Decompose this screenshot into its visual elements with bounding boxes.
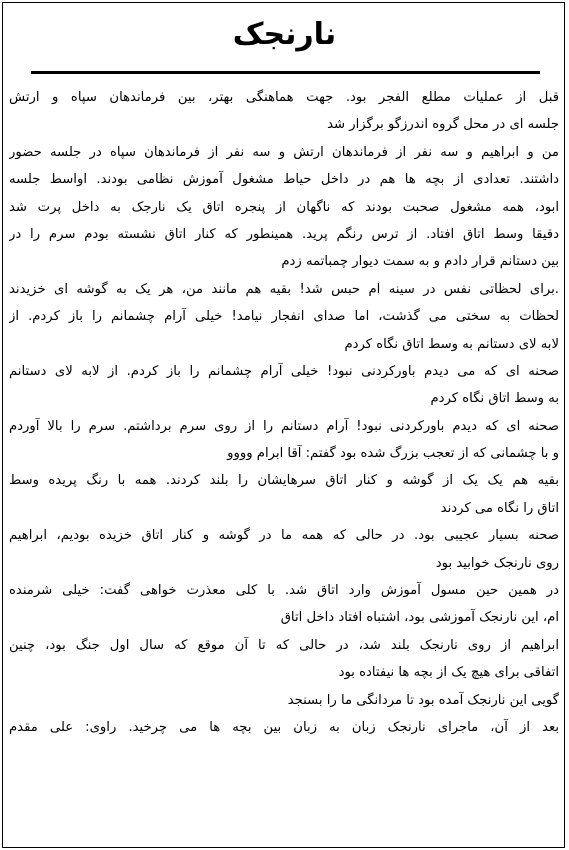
text-line: جلسه ای در محل گروه اندرزگو برگزار شد	[327, 117, 559, 133]
text-line: صحنه ای که می دیدم باورکردنی نبود! خیلی آرام چشمانم را باز کردم. از لابه لای دستانم	[9, 363, 559, 379]
story-body	[9, 84, 559, 741]
text-line: گویی این نارنجک آمده بود تا مردانگی ما را بسنجد	[287, 692, 559, 708]
page-title: نارنجک	[232, 17, 337, 52]
text-line: لحظات به سختی می گذشت، اما صدای انفجار نیامد! خیلی آرام چشمانم را باز کردم. از	[9, 309, 559, 325]
text-line: در همین حین مسول آموزش وارد اتاق شد. با کلی معذرت خواهی گفت: خیلی شرمنده	[9, 583, 559, 599]
text-line: صحنه ای که دیدم باورکردنی نبود! آرام دستانم را از روی سرم برداشتم. سرم را بالا آوردم	[9, 418, 559, 434]
text-line: صحنه بسیار عجیبی بود. در حالی که همه ما در گوشه و کنار اتاق خزیده بودیم، ابراهیم	[9, 528, 559, 544]
text-line: دقیقا وسط اتاق افتاد. از ترس رنگم پرید. همینطور که کنار اتاق نشسته بودم سرم را در	[9, 226, 559, 242]
text-line: ابراهیم از روی نارنجک بلند شد، در حالی که تا آن موقع که سال اول جنگ بود، چنین	[9, 637, 559, 653]
text-line: به وسط اتاق نگاه کردم	[430, 391, 559, 407]
text-line: بقیه هم یک یک از گوشه و کنار اتاق سرهایشان را بلند کردند. همه با رنگ پریده وسط	[9, 473, 559, 489]
text-line: بین دستانم قرار دادم و به سمت دیوار چمباتمه زدم	[281, 254, 559, 270]
text-line: ابود، همه مشغول صحبت بودند که ناگهان از پنجره اتاق یک نارجک به داخل پرت شد	[9, 199, 559, 215]
text-line: ام، این نارنجک آموزشی بود، اشتباه افتاد داخل اتاق	[280, 610, 559, 626]
text-line: لابه لای دستانم به وسط اتاق نگاه کردم	[344, 336, 559, 352]
text-line: داشتند. تعدادی از بچه ها هم در داخل حیاط مشغول آموزش نظامی بودند. اواسط جلسه	[9, 172, 559, 188]
text-line: قبل از عملیات مطلع الفجر بود. جهت هماهنگی بهتر، بین فرماندهان سپاه و ارتش	[9, 90, 559, 105]
text-line: روی نارنجک خوابید بود	[435, 555, 559, 571]
text-line: بعد از آن، ماجرای نارنجک زبان به زبان بین بچه ها می چرخید. راوی: علی مقدم	[9, 719, 559, 735]
text-line: اتاق را نگاه می کردند	[440, 500, 559, 516]
text-line: .برای لحظاتی نفس در سینه ام حبس شد! بقیه هم مانند من، هر یک به گوشه ای خزیدند	[9, 281, 559, 297]
text-line: من و ابراهیم و سه نفر از فرماندهان ارتش و سه نفر از فرماندهان سپاه در جلسه حضور	[9, 144, 559, 160]
text-line: اتفاقی برای هیچ یک از بچه ها نیفتاده بود	[338, 665, 559, 681]
text-line: و با چشمانی که از تعجب بزرگ شده بود گفتم: آقا ابرام وووو	[227, 446, 559, 462]
title-divider	[31, 71, 540, 74]
